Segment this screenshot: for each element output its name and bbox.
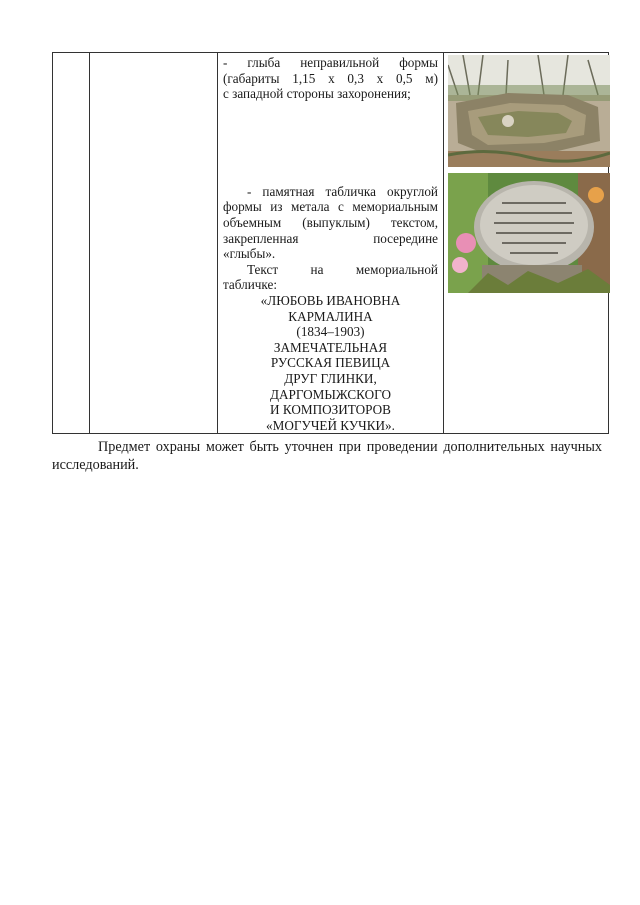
memorial-plaque-photo <box>448 173 610 293</box>
name-cell <box>90 53 218 434</box>
item-boulder <box>223 55 438 102</box>
item-boulder-line: - глыба неправильной формы <box>223 55 438 70</box>
item-boulder-line: с западной стороны захоронения; <box>223 86 411 102</box>
plaque-line: (1834–1903) <box>296 324 365 340</box>
plaque-inscription <box>223 293 438 433</box>
item-plaque-line: закрепленная посередине <box>223 230 438 246</box>
boulder-photo <box>448 55 610 167</box>
item-plaque <box>223 184 438 262</box>
plaque-line: ДРУГ ГЛИНКИ, <box>284 370 377 386</box>
photo-cell <box>444 53 609 434</box>
plaque-line: «ЛЮБОВЬ ИВАНОВНА <box>260 292 401 308</box>
item-boulder-line: (габариты 1,15 х 0,3 х 0,5 м) <box>223 70 438 86</box>
plaque-intro-line: табличке: <box>223 277 278 293</box>
item-plaque-line: - памятная табличка округлой <box>247 183 438 199</box>
description-cell <box>218 53 444 434</box>
number-cell <box>53 53 90 434</box>
clarification-note <box>52 438 602 474</box>
note-text: Предмет охраны может быть уточнен при проведении дополнительных научных исследований. <box>52 439 602 473</box>
item-plaque-line: «глыбы». <box>223 246 276 262</box>
plaque-line: «МОГУЧЕЙ КУЧКИ». <box>266 417 395 433</box>
item-plaque-line: объемным (выпуклым) текстом, <box>223 214 438 230</box>
plaque-line: И КОМПОЗИТОРОВ <box>270 402 391 418</box>
item-plaque-line: формы из метала с мемориальным <box>223 199 438 215</box>
plaque-text-intro <box>223 262 438 293</box>
plaque-line: ДАРГОМЫЖСКОГО <box>270 386 391 402</box>
plaque-intro-line: Текст на мемориальной <box>247 261 438 277</box>
plaque-line: КАРМАЛИНА <box>288 308 373 324</box>
plaque-line: РУССКАЯ ПЕВИЦА <box>270 355 391 371</box>
protection-subject-table <box>52 52 609 434</box>
plaque-line: ЗАМЕЧАТЕЛЬНАЯ <box>273 339 388 355</box>
table-row <box>53 53 609 434</box>
